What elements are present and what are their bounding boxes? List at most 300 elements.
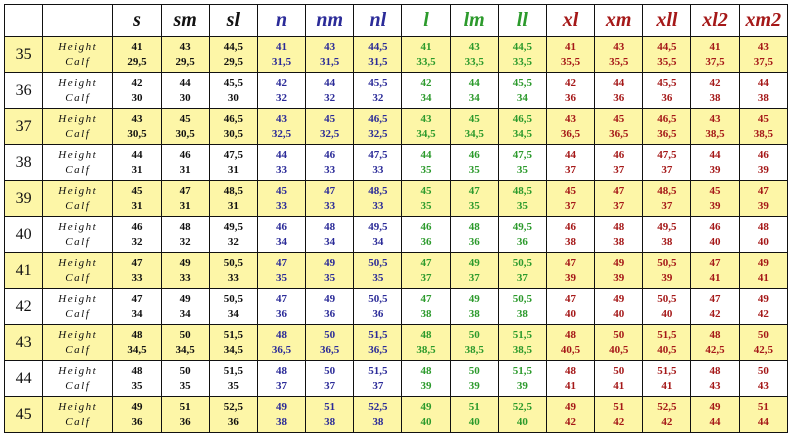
height-value: 51 — [324, 400, 336, 413]
table-cell — [643, 361, 691, 397]
height-value: 50 — [613, 364, 625, 377]
size-number: 37 — [5, 109, 43, 145]
table-cell — [450, 289, 498, 325]
height-value: 46 — [709, 220, 721, 233]
calf-value: 38 — [324, 415, 336, 428]
height-value: 42 — [131, 76, 143, 89]
calf-value: 31 — [227, 199, 239, 212]
height-value: 46 — [468, 148, 480, 161]
height-value: 50,5 — [512, 292, 532, 305]
table-cell — [257, 361, 305, 397]
measure-labels — [43, 397, 113, 433]
table-cell — [450, 253, 498, 289]
table-cell — [257, 289, 305, 325]
calf-value: 35 — [324, 271, 336, 284]
height-value: 45 — [468, 112, 480, 125]
height-label: Height — [58, 40, 98, 53]
calf-value: 32 — [179, 235, 191, 248]
height-label: Height — [58, 76, 98, 89]
calf-value: 36,5 — [271, 343, 292, 356]
table-cell — [402, 145, 450, 181]
calf-value: 36,5 — [609, 127, 629, 140]
calf-value: 39 — [709, 199, 721, 212]
table-cell — [354, 253, 402, 289]
height-value: 45,5 — [368, 76, 388, 89]
height-value: 43 — [613, 40, 625, 53]
table-cell — [354, 325, 402, 361]
table-cell — [113, 37, 161, 73]
corner-cell-size — [5, 5, 43, 37]
calf-value: 36 — [372, 307, 384, 320]
column-header-sm: sm — [161, 5, 209, 37]
calf-value: 38,5 — [512, 343, 532, 356]
table-cell — [643, 145, 691, 181]
table-cell — [643, 73, 691, 109]
calf-value: 42,5 — [705, 343, 725, 356]
table-cell — [498, 289, 546, 325]
table-cell — [113, 109, 161, 145]
calf-value: 36 — [613, 91, 625, 104]
height-value: 49 — [613, 292, 625, 305]
measure-labels — [43, 145, 113, 181]
calf-value: 35 — [372, 271, 384, 284]
calf-value: 29,5 — [223, 55, 243, 68]
table-cell — [498, 73, 546, 109]
height-value: 50,5 — [368, 292, 388, 305]
height-value: 45 — [131, 184, 143, 197]
table-cell — [257, 325, 305, 361]
table-cell — [546, 181, 594, 217]
calf-value: 34,5 — [464, 127, 484, 140]
calf-value: 42 — [757, 307, 769, 320]
table-cell — [402, 253, 450, 289]
height-value: 41 — [276, 40, 287, 53]
column-header-xm2: xm2 — [739, 5, 787, 37]
calf-value: 38 — [565, 235, 577, 248]
table-cell — [209, 361, 257, 397]
height-value: 45 — [420, 184, 432, 197]
table-cell — [306, 325, 354, 361]
height-value: 48 — [565, 328, 577, 341]
calf-value: 37 — [661, 163, 673, 176]
table-row — [5, 361, 788, 397]
table-cell — [450, 109, 498, 145]
table-cell — [257, 217, 305, 253]
calf-value: 32 — [227, 235, 239, 248]
table-cell — [643, 289, 691, 325]
calf-value: 39 — [613, 271, 625, 284]
table-cell — [354, 289, 402, 325]
calf-value: 34 — [179, 307, 191, 320]
measure-labels — [43, 361, 113, 397]
calf-value: 33 — [227, 271, 239, 284]
height-value: 47 — [613, 184, 625, 197]
table-cell — [354, 73, 402, 109]
table-cell — [691, 181, 739, 217]
measure-labels — [43, 37, 113, 73]
calf-value: 42 — [709, 307, 721, 320]
calf-value: 36 — [131, 415, 143, 428]
height-value: 47 — [468, 184, 480, 197]
size-number: 39 — [5, 181, 43, 217]
calf-value: 34,5 — [175, 343, 195, 356]
height-value: 47 — [276, 292, 287, 305]
height-value: 49 — [179, 292, 191, 305]
calf-value: 33,5 — [416, 55, 436, 68]
calf-value: 35 — [131, 379, 143, 392]
height-value: 45 — [276, 184, 287, 197]
height-value: 41 — [709, 40, 721, 53]
calf-value: 32,5 — [368, 127, 388, 140]
height-value: 47,5 — [512, 148, 532, 161]
height-value: 49 — [276, 400, 287, 413]
height-value: 47 — [131, 256, 143, 269]
table-cell — [306, 397, 354, 433]
height-value: 49 — [468, 256, 480, 269]
calf-value: 37 — [516, 271, 528, 284]
height-value: 49 — [324, 292, 336, 305]
height-value: 51,5 — [512, 364, 532, 377]
height-value: 51,5 — [368, 328, 388, 341]
height-value: 47 — [276, 256, 287, 269]
table-cell — [450, 73, 498, 109]
height-value: 46 — [757, 148, 769, 161]
calf-value: 40 — [661, 307, 673, 320]
table-cell — [643, 37, 691, 73]
table-cell — [209, 73, 257, 109]
calf-value: 33 — [179, 271, 191, 284]
table-cell — [113, 289, 161, 325]
table-cell — [113, 145, 161, 181]
table-cell — [161, 181, 209, 217]
calf-value: 39 — [661, 271, 673, 284]
height-value: 43 — [276, 112, 287, 125]
calf-value: 34 — [276, 235, 287, 248]
table-cell — [354, 217, 402, 253]
table-cell — [354, 37, 402, 73]
height-value: 43 — [131, 112, 143, 125]
calf-value: 35 — [179, 379, 191, 392]
calf-label: Calf — [65, 199, 91, 212]
height-value: 48 — [709, 364, 721, 377]
calf-value: 36,5 — [320, 343, 340, 356]
height-value: 46,5 — [223, 112, 243, 125]
height-value: 42 — [276, 76, 287, 89]
height-value: 50,5 — [657, 292, 677, 305]
column-header-ll: ll — [498, 5, 546, 37]
table-cell — [402, 73, 450, 109]
measure-labels — [43, 289, 113, 325]
table-cell — [691, 109, 739, 145]
table-cell — [306, 253, 354, 289]
calf-value: 38 — [372, 415, 384, 428]
calf-value: 36 — [324, 307, 336, 320]
table-cell — [739, 109, 787, 145]
measure-labels — [43, 181, 113, 217]
calf-value: 31,5 — [368, 55, 388, 68]
calf-value: 31 — [131, 199, 143, 212]
calf-value: 29,5 — [175, 55, 195, 68]
table-cell — [691, 145, 739, 181]
height-value: 45,5 — [512, 76, 532, 89]
calf-value: 30,5 — [223, 127, 243, 140]
height-value: 52,5 — [368, 400, 388, 413]
height-value: 48 — [420, 328, 432, 341]
size-number: 43 — [5, 325, 43, 361]
table-cell — [546, 361, 594, 397]
height-value: 47 — [420, 256, 432, 269]
height-value: 49,5 — [368, 220, 388, 233]
calf-value: 41 — [661, 379, 673, 392]
height-value: 45,5 — [657, 76, 677, 89]
height-label: Height — [58, 148, 98, 161]
height-value: 44 — [420, 148, 432, 161]
height-value: 41 — [565, 40, 577, 53]
calf-value: 32,5 — [271, 127, 292, 140]
calf-label: Calf — [65, 91, 91, 104]
calf-value: 37 — [565, 199, 577, 212]
height-value: 50,5 — [223, 256, 243, 269]
height-value: 41 — [420, 40, 432, 53]
table-row — [5, 73, 788, 109]
calf-value: 33 — [324, 163, 336, 176]
calf-value: 38 — [613, 235, 625, 248]
measure-labels — [43, 73, 113, 109]
height-value: 42 — [420, 76, 432, 89]
size-number: 44 — [5, 361, 43, 397]
calf-value: 38 — [516, 307, 528, 320]
calf-value: 34 — [227, 307, 239, 320]
table-cell — [546, 73, 594, 109]
calf-value: 40 — [516, 415, 528, 428]
table-cell — [402, 325, 450, 361]
height-value: 51,5 — [223, 364, 243, 377]
calf-value: 40,5 — [657, 343, 677, 356]
table-cell — [739, 145, 787, 181]
table-cell — [643, 325, 691, 361]
height-value: 49,5 — [223, 220, 243, 233]
calf-value: 35 — [516, 199, 528, 212]
height-value: 43 — [179, 40, 191, 53]
height-value: 49 — [757, 256, 769, 269]
table-cell — [161, 253, 209, 289]
calf-value: 41 — [757, 271, 769, 284]
calf-value: 35 — [227, 379, 239, 392]
table-cell — [161, 289, 209, 325]
calf-value: 36,5 — [560, 127, 581, 140]
calf-value: 35 — [468, 199, 480, 212]
height-value: 49,5 — [512, 220, 532, 233]
size-number: 41 — [5, 253, 43, 289]
calf-value: 31 — [179, 163, 191, 176]
table-cell — [595, 361, 643, 397]
column-header-xll: xll — [643, 5, 691, 37]
height-value: 50,5 — [657, 256, 677, 269]
measure-labels — [43, 253, 113, 289]
column-header-xl: xl — [546, 5, 594, 37]
height-value: 45 — [324, 112, 336, 125]
height-value: 46,5 — [657, 112, 677, 125]
table-cell — [402, 37, 450, 73]
table-row — [5, 217, 788, 253]
table-cell — [209, 145, 257, 181]
table-cell — [498, 37, 546, 73]
table-cell — [161, 361, 209, 397]
table-header — [5, 5, 788, 37]
table-cell — [257, 253, 305, 289]
height-value: 44,5 — [512, 40, 532, 53]
table-row — [5, 397, 788, 433]
height-value: 46 — [613, 148, 625, 161]
calf-value: 40 — [709, 235, 721, 248]
height-value: 48,5 — [368, 184, 388, 197]
calf-value: 40,5 — [560, 343, 581, 356]
table-cell — [546, 217, 594, 253]
calf-value: 36 — [420, 235, 432, 248]
calf-value: 30 — [227, 91, 239, 104]
table-cell — [161, 217, 209, 253]
column-header-n: n — [257, 5, 305, 37]
calf-value: 30 — [131, 91, 143, 104]
height-value: 44 — [276, 148, 287, 161]
height-value: 44 — [131, 148, 143, 161]
height-label: Height — [58, 112, 98, 125]
table-cell — [354, 397, 402, 433]
measure-labels — [43, 325, 113, 361]
calf-value: 36 — [516, 235, 528, 248]
table-cell — [498, 145, 546, 181]
calf-value: 33,5 — [464, 55, 484, 68]
table-cell — [691, 217, 739, 253]
height-value: 51,5 — [657, 328, 677, 341]
table-cell — [306, 181, 354, 217]
table-cell — [498, 361, 546, 397]
height-value: 50 — [613, 328, 625, 341]
height-value: 51,5 — [512, 328, 532, 341]
size-table — [4, 4, 788, 433]
height-value: 44 — [613, 76, 625, 89]
height-value: 47 — [179, 184, 191, 197]
calf-value: 41 — [709, 271, 721, 284]
table-cell — [739, 253, 787, 289]
table-cell — [354, 109, 402, 145]
table-cell — [643, 397, 691, 433]
height-value: 48,5 — [512, 184, 532, 197]
height-value: 52,5 — [223, 400, 243, 413]
height-value: 44 — [565, 148, 577, 161]
height-value: 48 — [324, 220, 336, 233]
table-cell — [402, 361, 450, 397]
height-value: 44 — [757, 76, 769, 89]
calf-value: 33 — [372, 163, 384, 176]
table-cell — [402, 397, 450, 433]
height-value: 50 — [179, 328, 191, 341]
height-value: 46 — [131, 220, 143, 233]
calf-value: 37 — [565, 163, 577, 176]
calf-value: 34 — [420, 91, 432, 104]
calf-value: 36 — [468, 235, 480, 248]
calf-value: 41 — [565, 379, 577, 392]
calf-value: 32 — [324, 91, 336, 104]
height-value: 49 — [179, 256, 191, 269]
table-cell — [113, 325, 161, 361]
height-label: Height — [58, 220, 98, 233]
calf-label: Calf — [65, 163, 91, 176]
height-value: 50,5 — [512, 256, 532, 269]
height-value: 45 — [709, 184, 721, 197]
calf-value: 44 — [757, 415, 769, 428]
height-value: 51 — [757, 400, 769, 413]
table-row — [5, 181, 788, 217]
calf-value: 38,5 — [416, 343, 436, 356]
height-label: Height — [58, 328, 98, 341]
calf-value: 30,5 — [175, 127, 195, 140]
height-value: 49 — [757, 292, 769, 305]
table-cell — [546, 289, 594, 325]
table-cell — [691, 361, 739, 397]
calf-value: 31 — [179, 199, 191, 212]
calf-value: 33 — [324, 199, 336, 212]
calf-value: 36,5 — [368, 343, 388, 356]
table-cell — [113, 253, 161, 289]
table-cell — [643, 109, 691, 145]
size-number: 45 — [5, 397, 43, 433]
table-cell — [546, 145, 594, 181]
table-cell — [546, 109, 594, 145]
calf-value: 35 — [276, 271, 287, 284]
table-cell — [354, 361, 402, 397]
calf-value: 37 — [324, 379, 336, 392]
height-value: 48 — [420, 364, 432, 377]
table-cell — [691, 289, 739, 325]
height-value: 51,5 — [657, 364, 677, 377]
table-row — [5, 109, 788, 145]
table-cell — [257, 145, 305, 181]
height-value: 48 — [709, 328, 721, 341]
table-cell — [402, 109, 450, 145]
height-label: Height — [58, 364, 98, 377]
table-cell — [691, 397, 739, 433]
table-cell — [257, 37, 305, 73]
table-cell — [113, 181, 161, 217]
table-cell — [161, 397, 209, 433]
height-value: 46,5 — [368, 112, 388, 125]
column-header-xm: xm — [595, 5, 643, 37]
calf-label: Calf — [65, 127, 91, 140]
height-value: 48 — [131, 364, 143, 377]
height-value: 46 — [276, 220, 287, 233]
column-header-nm: nm — [306, 5, 354, 37]
height-value: 42 — [565, 76, 577, 89]
height-value: 44,5 — [368, 40, 388, 53]
calf-label: Calf — [65, 55, 91, 68]
calf-label: Calf — [65, 235, 91, 248]
height-value: 47 — [565, 292, 577, 305]
calf-value: 39 — [757, 163, 769, 176]
calf-label: Calf — [65, 307, 91, 320]
column-header-s: s — [113, 5, 161, 37]
calf-value: 32,5 — [320, 127, 340, 140]
calf-value: 29,5 — [127, 55, 147, 68]
height-value: 45,5 — [223, 76, 243, 89]
calf-value: 37 — [613, 163, 625, 176]
calf-value: 31,5 — [271, 55, 292, 68]
height-value: 44 — [324, 76, 336, 89]
column-header-xl2: xl2 — [691, 5, 739, 37]
height-value: 51 — [179, 400, 191, 413]
height-value: 48 — [276, 328, 287, 341]
table-cell — [209, 37, 257, 73]
